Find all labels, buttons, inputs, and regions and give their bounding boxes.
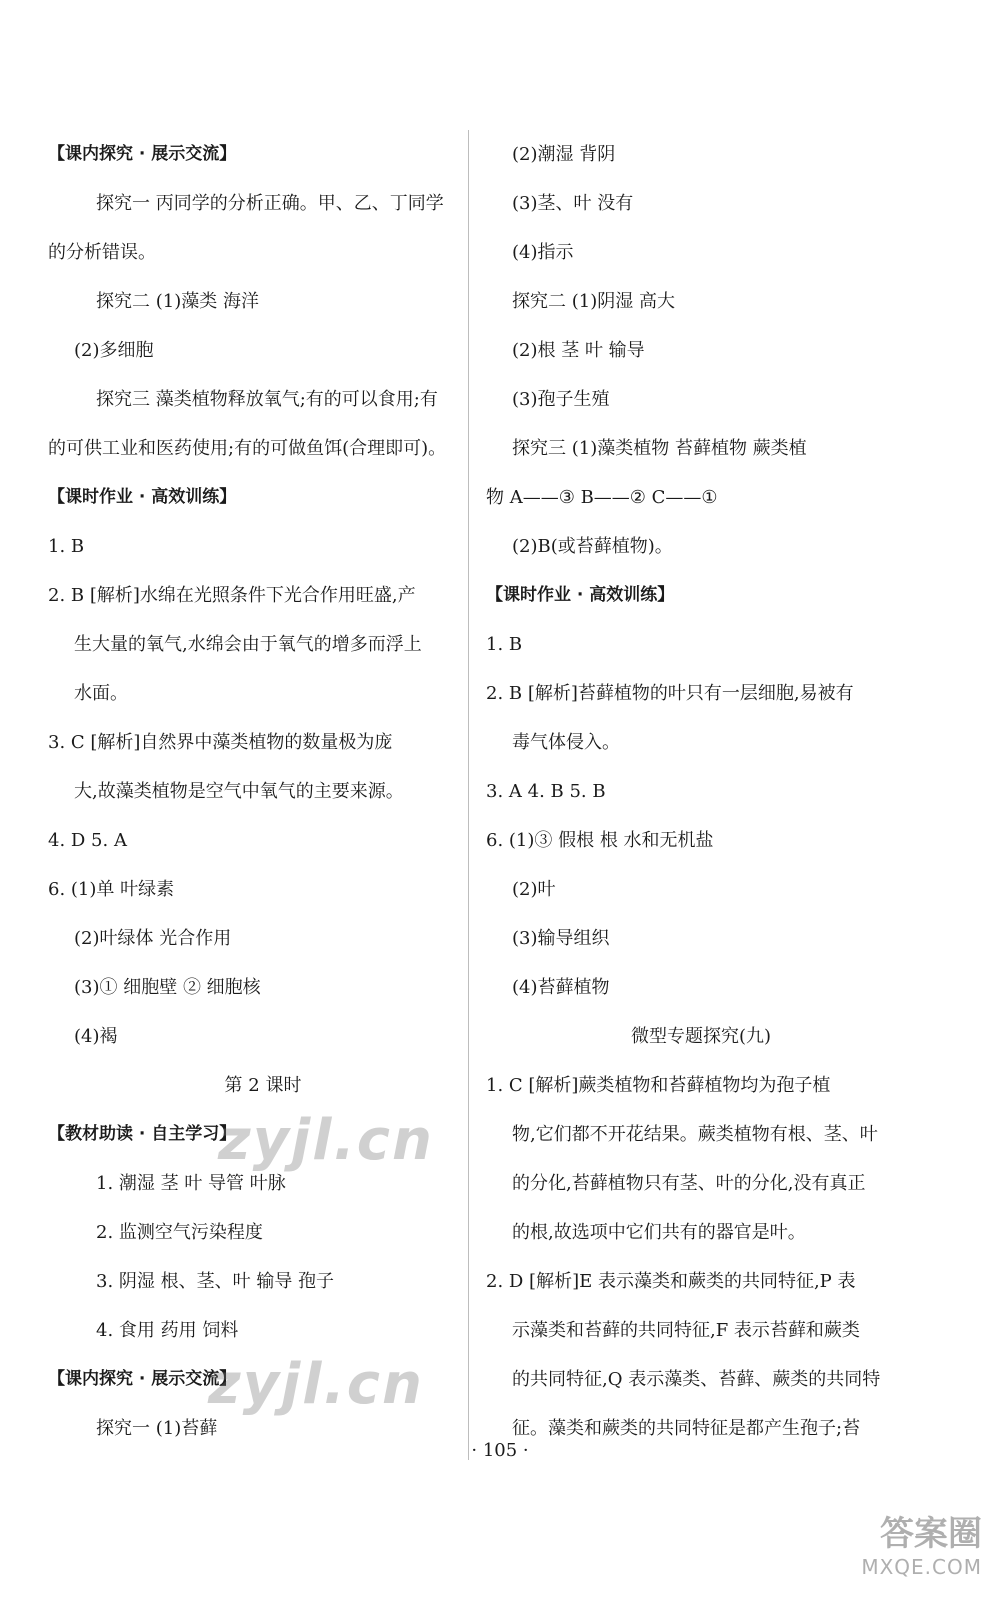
text-line: 2. D [解析]E 表示藻类和蕨类的共同特征,P 表 — [486, 1271, 856, 1292]
right-column — [486, 130, 916, 1453]
text-line: 探究三 藻类植物释放氧气;有的可以食用;有 — [96, 389, 438, 410]
text-line: 1. B — [486, 634, 523, 655]
text-line: 3. C [解析]自然界中藻类植物的数量极为庞 — [48, 732, 393, 753]
text-line: 探究二 (1)藻类 海洋 — [96, 291, 259, 312]
text-line: (3)茎、叶 没有 — [512, 193, 634, 214]
text-line: 3. A 4. B 5. B — [486, 781, 606, 802]
watermark-zyjl-2: zyjl.cn — [208, 1352, 424, 1417]
text-line: 4. 食用 药用 饲料 — [96, 1320, 239, 1341]
text-line: 的根,故选项中它们共有的器官是叶。 — [512, 1222, 806, 1243]
section-title: 微型专题探究(九) — [630, 1026, 772, 1047]
text-line: 水面。 — [74, 683, 128, 704]
section-heading: 【课时作业 · 高效训练】 — [48, 487, 237, 507]
text-line: 生大量的氧气,水绵会由于氧气的增多而浮上 — [74, 634, 422, 655]
corner-logo-watermark — [812, 1506, 982, 1586]
text-line: (3)孢子生殖 — [512, 389, 610, 410]
text-line: 1. B — [48, 536, 85, 557]
text-line: 探究二 (1)阴湿 高大 — [512, 291, 675, 312]
text-line: 物 A——③ B——② C——① — [486, 487, 718, 508]
text-line: 的分化,苔藓植物只有茎、叶的分化,没有真正 — [512, 1173, 866, 1194]
text-line: 3. 阴湿 根、茎、叶 输导 孢子 — [96, 1271, 335, 1292]
text-line: 的可供工业和医药使用;有的可做鱼饵(合理即可)。 — [48, 438, 447, 459]
text-line: (2)根 茎 叶 输导 — [512, 340, 645, 361]
section-heading: 【课时作业 · 高效训练】 — [486, 585, 675, 605]
text-line: 大,故藻类植物是空气中氧气的主要来源。 — [74, 781, 404, 802]
section-title: 第 2 课时 — [224, 1075, 302, 1096]
text-line: (3)输导组织 — [512, 928, 610, 949]
text-line: 探究三 (1)藻类植物 苔藓植物 蕨类植 — [512, 438, 807, 459]
text-line: 示藻类和苔藓的共同特征,F 表示苔藓和蕨类 — [512, 1320, 860, 1341]
page-number: · 105 · — [471, 1440, 529, 1461]
text-line: 的共同特征,Q 表示藻类、苔藓、蕨类的共同特 — [512, 1369, 881, 1390]
text-line: (2)B(或苔藓植物)。 — [512, 536, 673, 557]
text-line: (4)指示 — [512, 242, 574, 263]
section-heading: 【课内探究 · 展示交流】 — [48, 144, 237, 164]
text-line: 探究一 丙同学的分析正确。甲、乙、丁同学 — [96, 193, 444, 214]
text-line: (2)叶绿体 光合作用 — [74, 928, 232, 949]
text-line: (2)多细胞 — [74, 340, 154, 361]
text-line: (2)潮湿 背阴 — [512, 144, 616, 165]
corner-logo-cn: 答案圈 — [880, 1514, 982, 1554]
text-line: 征。藻类和蕨类的共同特征是都产生孢子;苔 — [512, 1418, 861, 1439]
text-line: (4)褐 — [74, 1026, 118, 1047]
left-column — [48, 130, 478, 1453]
text-line: 探究一 (1)苔藓 — [96, 1418, 218, 1439]
text-line: 2. B [解析]苔藓植物的叶只有一层细胞,易被有 — [486, 683, 854, 704]
text-line: 6. (1)单 叶绿素 — [48, 879, 175, 900]
text-line: 6. (1)③ 假根 根 水和无机盐 — [486, 830, 714, 851]
section-heading: 【教材助读 · 自主学习】 — [48, 1124, 237, 1144]
text-line: 1. C [解析]蕨类植物和苔藓植物均为孢子植 — [486, 1075, 831, 1096]
watermark-zyjl-1: zyjl.cn — [218, 1108, 434, 1173]
text-line: 4. D 5. A — [48, 830, 127, 851]
text-line: 1. 潮湿 茎 叶 导管 叶脉 — [96, 1173, 286, 1194]
text-line: (3)① 细胞壁 ② 细胞核 — [74, 977, 261, 998]
corner-logo-en: MXQE.COM — [861, 1555, 982, 1579]
text-line: (2)叶 — [512, 879, 556, 900]
text-line: 2. 监测空气污染程度 — [96, 1222, 263, 1243]
text-line: 毒气体侵入。 — [512, 732, 620, 753]
section-heading: 【课内探究 · 展示交流】 — [48, 1369, 237, 1389]
text-line: 的分析错误。 — [48, 242, 156, 263]
text-line: 物,它们都不开花结果。蕨类植物有根、茎、叶 — [512, 1124, 878, 1145]
text-line: 2. B [解析]水绵在光照条件下光合作用旺盛,产 — [48, 585, 416, 606]
text-line: (4)苔藓植物 — [512, 977, 610, 998]
